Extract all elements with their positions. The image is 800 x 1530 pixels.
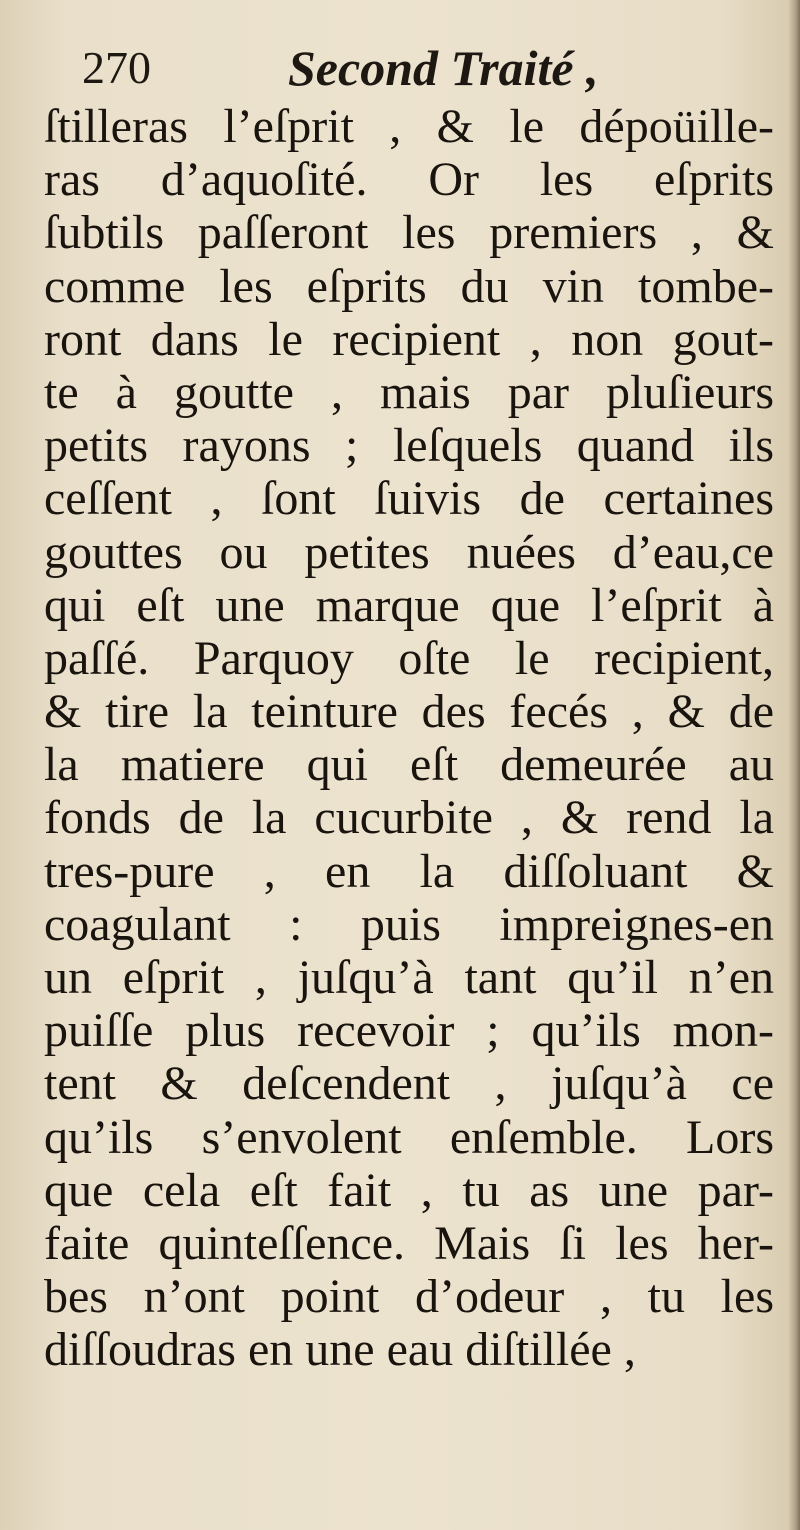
text-line: coagulant : puis impreignes-en xyxy=(44,897,774,951)
text-line: un eſprit , juſqu’à tant qu’il n’en xyxy=(44,951,774,1004)
text-line: tent & deſcendent , juſqu’à ce xyxy=(44,1057,774,1111)
text-line: ront dans le recipient , non gout- xyxy=(44,312,774,366)
text-line: qu’ils s’envolent enſemble. Lors xyxy=(44,1110,774,1164)
text-line: diſſoudras en une eau diſtillée , xyxy=(44,1323,636,1377)
page-header xyxy=(82,38,722,98)
text-line: la matiere qui eſt demeurée au xyxy=(44,738,774,792)
text-line: gouttes ou petites nuées d’eau,ce xyxy=(44,525,774,579)
body-text xyxy=(44,100,774,1377)
page-number: 270 xyxy=(82,42,151,93)
text-line: ceſſent , ſont ſuivis de certaines xyxy=(44,472,774,526)
text-line: fonds de la cucurbite , & rend la xyxy=(44,791,774,845)
text-line: tres-pure , en la diſſoluant & xyxy=(44,844,774,898)
text-line: paſſé. Parquoy oſte le recipient, xyxy=(44,631,774,685)
text-line: te à goutte , mais par pluſieurs xyxy=(44,365,774,419)
text-line: & tire la teinture des fecés , & de xyxy=(44,685,774,739)
text-line: comme les eſprits du vin tombe- xyxy=(44,259,774,313)
text-line: qui eſt une marque que l’eſprit à xyxy=(44,578,774,632)
text-line: faite quinteſſence. Mais ſi les her- xyxy=(44,1216,774,1270)
text-line: petits rayons ; leſquels quand ils xyxy=(44,419,774,473)
text-line: bes n’ont point d’odeur , tu les xyxy=(44,1270,774,1324)
text-line: que cela eſt fait , tu as une par- xyxy=(44,1163,774,1217)
text-line: puiſſe plus recevoir ; qu’ils mon- xyxy=(44,1004,774,1058)
running-title: Second Traité , xyxy=(288,40,599,96)
text-line: ſtilleras l’eſprit , & le dépoüille- xyxy=(44,100,774,153)
text-line: ſubtils paſſeront les premiers , & xyxy=(44,206,774,260)
text-line: ras d’aquoſité. Or les eſprits xyxy=(44,153,774,207)
page-edge-shadow xyxy=(788,0,800,1530)
